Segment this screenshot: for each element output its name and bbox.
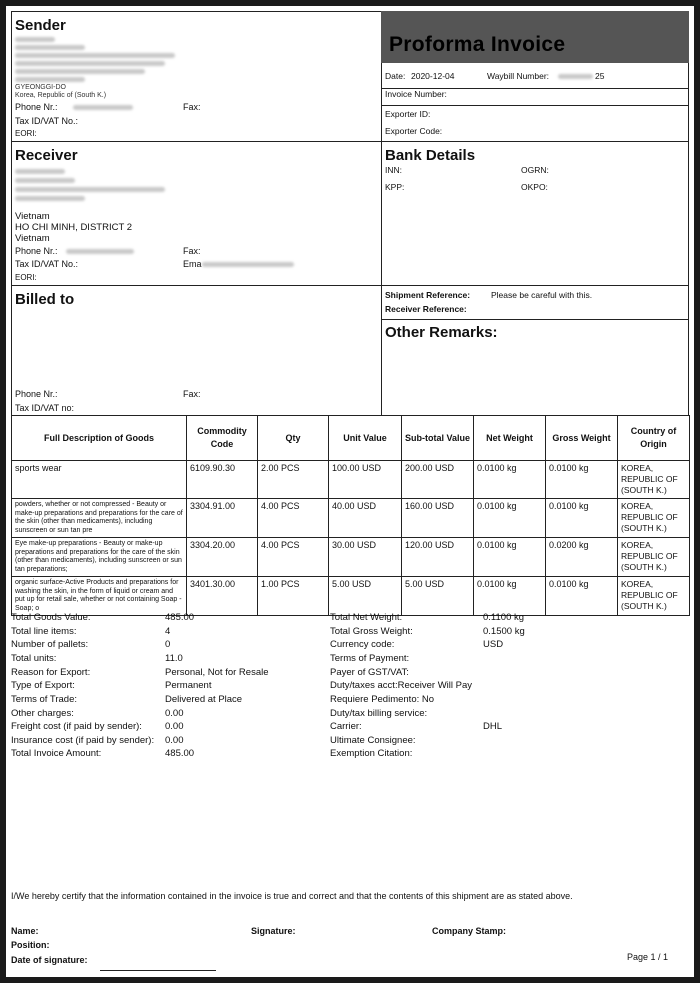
redacted-sender-address-5 — [15, 77, 85, 82]
redacted-sender-address-2 — [15, 53, 175, 58]
summary-value: 0.00 — [165, 735, 184, 746]
summary-value: USD — [483, 639, 504, 650]
quantity: 1.00 PCS — [258, 577, 329, 616]
date-value: 2020-12-04 — [411, 71, 455, 81]
column-header: Country of Origin — [618, 416, 690, 461]
summary-label: Total Goods Value: — [11, 612, 91, 623]
summary-label: Duty/tax billing service: — [330, 708, 428, 719]
shipment-ref-label: Shipment Reference: — [385, 290, 471, 300]
quantity: 4.00 PCS — [258, 499, 329, 538]
company-stamp-label: Company Stamp: — [432, 926, 507, 936]
sender-fax-label: Fax: — [183, 102, 201, 112]
net-weight: 0.0100 kg — [474, 538, 546, 577]
net-weight: 0.0100 kg — [474, 577, 546, 616]
gross-weight: 0.0100 kg — [546, 499, 618, 538]
invoice-page — [6, 6, 694, 977]
unit-value: 5.00 USD — [329, 577, 402, 616]
exporter-code-label: Exporter Code: — [385, 126, 443, 136]
summary-value: Personal, Not for Resale — [165, 667, 269, 678]
unit-value: 100.00 USD — [329, 461, 402, 499]
receiver-eori-label: EORI: — [15, 273, 37, 282]
commodity-code: 3304.20.00 — [187, 538, 258, 577]
bank-heading: Bank Details — [385, 147, 476, 164]
column-header: Unit Value — [329, 416, 402, 461]
summary-label: Payer of GST/VAT: — [330, 667, 409, 678]
gross-weight: 0.0200 kg — [546, 538, 618, 577]
billed-fax-label: Fax: — [183, 389, 201, 399]
summary-label: Total Gross Weight: — [330, 626, 413, 637]
sender-heading: Sender — [15, 17, 66, 34]
remarks-heading: Other Remarks: — [385, 324, 498, 341]
goods-description: Eye make-up preparations - Beauty or make-up preparations and preparations for the care of the skin (other than medicaments), including sunscreen or sun tan preparations; — [12, 538, 187, 577]
sender-phone-label: Phone Nr.: — [15, 102, 58, 112]
commodity-code: 3401.30.00 — [187, 577, 258, 616]
goods-description: organic surface-Active Products and preparations for washing the skin, in the form of liquid or cream and put up for retail sale, whether or not containing Soap - Soap; o — [12, 577, 187, 616]
redacted-receiver-address-3 — [15, 196, 85, 201]
redacted-receiver-name — [15, 169, 65, 174]
table-row — [12, 538, 690, 577]
table-row — [12, 577, 690, 616]
page-number: Page 1 / 1 — [627, 952, 669, 962]
quantity: 4.00 PCS — [258, 538, 329, 577]
redacted-sender-address-1 — [15, 45, 85, 50]
exporter-id-label: Exporter ID: — [385, 109, 431, 119]
table-header-row — [12, 416, 690, 461]
column-header: Full Description of Goods — [12, 416, 187, 461]
summary-value: 4 — [165, 626, 171, 637]
goods-table — [11, 415, 690, 616]
table-row — [12, 499, 690, 538]
divider-line — [381, 105, 689, 106]
redacted-sender-phone — [73, 105, 133, 110]
waybill-value-tail: 25 — [595, 71, 605, 81]
summary-label: Freight cost (if paid by sender): — [11, 721, 142, 732]
commodity-code: 3304.91.00 — [187, 499, 258, 538]
country-of-origin: KOREA, REPUBLIC OF (SOUTH K.) — [618, 577, 690, 616]
gross-weight: 0.0100 kg — [546, 461, 618, 499]
summary-label: Terms of Payment: — [330, 653, 410, 664]
receiver-fax-label: Fax: — [183, 246, 201, 256]
summary-label: Exemption Citation: — [330, 748, 413, 759]
summary-value: Permanent — [165, 680, 212, 691]
receiver-country: Vietnam — [15, 211, 50, 222]
sender-tax-label: Tax ID/VAT No.: — [15, 116, 79, 126]
net-weight: 0.0100 kg — [474, 499, 546, 538]
inn-label: INN: — [385, 165, 402, 175]
summary-label: Currency code: — [330, 639, 395, 650]
billed-tax-label: Tax ID/VAT no: — [15, 403, 75, 413]
redacted-sender-address-4 — [15, 69, 145, 74]
summary-value: 485.00 — [165, 612, 195, 623]
subtotal-value: 120.00 USD — [402, 538, 474, 577]
column-header: Gross Weight — [546, 416, 618, 461]
summary-label: Other charges: — [11, 708, 74, 719]
column-header: Sub-total Value — [402, 416, 474, 461]
summary-value: 0.00 — [165, 708, 184, 719]
billed-phone-label: Phone Nr.: — [15, 389, 58, 399]
summary-value: 0.1100 kg — [483, 612, 525, 623]
date-of-signature-label: Date of signature: — [11, 955, 88, 965]
unit-value: 40.00 USD — [329, 499, 402, 538]
summary-value: 0.00 — [165, 721, 184, 732]
gross-weight: 0.0100 kg — [546, 577, 618, 616]
date-label: Date: — [385, 71, 406, 81]
goods-description: sports wear — [12, 461, 187, 499]
country-of-origin: KOREA, REPUBLIC OF (SOUTH K.) — [618, 461, 690, 499]
position-label: Position: — [11, 940, 50, 950]
receiver-email-label: Ema — [183, 259, 202, 269]
summary-label: Number of pallets: — [11, 639, 89, 650]
receiver-phone-label: Phone Nr.: — [15, 246, 58, 256]
summary-value: 485.00 — [165, 748, 195, 759]
summary-label: Insurance cost (if paid by sender): — [11, 735, 155, 746]
column-header: Net Weight — [474, 416, 546, 461]
title-bar — [381, 11, 689, 63]
column-header: Commodity Code — [187, 416, 258, 461]
column-header: Qty — [258, 416, 329, 461]
redacted-receiver-address-1 — [15, 178, 75, 183]
summary-label: Reason for Export: — [11, 667, 91, 678]
receiver-country-2: Vietnam — [15, 233, 50, 244]
summary-value: 0.1500 kg — [483, 626, 525, 637]
signature-label: Signature: — [251, 926, 296, 936]
summary-label: Total Net Weight: — [330, 612, 403, 623]
invoice-number-label: Invoice Number: — [385, 89, 447, 99]
billed-to-heading: Billed to — [15, 291, 75, 308]
country-of-origin: KOREA, REPUBLIC OF (SOUTH K.) — [618, 538, 690, 577]
summary-label: Carrier: — [330, 721, 362, 732]
name-label: Name: — [11, 926, 39, 936]
redacted-receiver-email — [202, 262, 294, 267]
kpp-label: KPP: — [385, 182, 405, 192]
summary-value: 0 — [165, 639, 171, 650]
receiver-ref-label: Receiver Reference: — [385, 304, 467, 314]
summary-label: Total Invoice Amount: — [11, 748, 102, 759]
redacted-sender-name — [15, 37, 55, 42]
receiver-city: HO CHI MINH, DISTRICT 2 — [15, 222, 132, 233]
table-row — [12, 461, 690, 499]
goods-description: powders, whether or not compressed - Beauty or make-up preparations and preparations for the care of the skin (other than medicaments), including sunscreen or sun tan pre — [12, 499, 187, 538]
summary-label: Total line items: — [11, 626, 77, 637]
net-weight: 0.0100 kg — [474, 461, 546, 499]
country-of-origin: KOREA, REPUBLIC OF (SOUTH K.) — [618, 499, 690, 538]
commodity-code: 6109.90.30 — [187, 461, 258, 499]
sender-region: GYEONGGI-DO — [15, 84, 66, 91]
redacted-receiver-address-2 — [15, 187, 165, 192]
document-title: Proforma Invoice — [389, 33, 566, 56]
receiver-heading: Receiver — [15, 147, 78, 164]
summary-value: 11.0 — [165, 653, 183, 664]
sender-country: Korea, Republic of (South K.) — [15, 92, 107, 99]
signature-date-line — [100, 970, 216, 971]
ogrn-label: OGRN: — [521, 165, 549, 175]
okpo-label: OKPO: — [521, 182, 548, 192]
summary-value: Delivered at Place — [165, 694, 243, 705]
quantity: 2.00 PCS — [258, 461, 329, 499]
sender-eori-label: EORI: — [15, 129, 37, 138]
redacted-receiver-phone — [66, 249, 134, 254]
subtotal-value: 160.00 USD — [402, 499, 474, 538]
redacted-waybill — [558, 74, 593, 79]
summary-label: Total units: — [11, 653, 57, 664]
summary-label: Duty/taxes acct:Receiver Will Pay — [330, 680, 473, 691]
summary-label: Ultimate Consignee: — [330, 735, 416, 746]
summary-label: Requiere Pedimento: No — [330, 694, 435, 705]
subtotal-value: 200.00 USD — [402, 461, 474, 499]
redacted-sender-address-3 — [15, 61, 165, 66]
shipment-ref-value: Please be careful with this. — [491, 290, 593, 300]
summary-value: DHL — [483, 721, 503, 732]
waybill-label: Waybill Number: — [487, 71, 550, 81]
receiver-tax-label: Tax ID/VAT No.: — [15, 259, 79, 269]
certification-statement: I/We hereby certify that the information contained in the invoice is true and correct and that the contents of this shipment are as stated above. — [11, 891, 573, 901]
subtotal-value: 5.00 USD — [402, 577, 474, 616]
summary-label: Terms of Trade: — [11, 694, 77, 705]
summary-label: Type of Export: — [11, 680, 75, 691]
unit-value: 30.00 USD — [329, 538, 402, 577]
